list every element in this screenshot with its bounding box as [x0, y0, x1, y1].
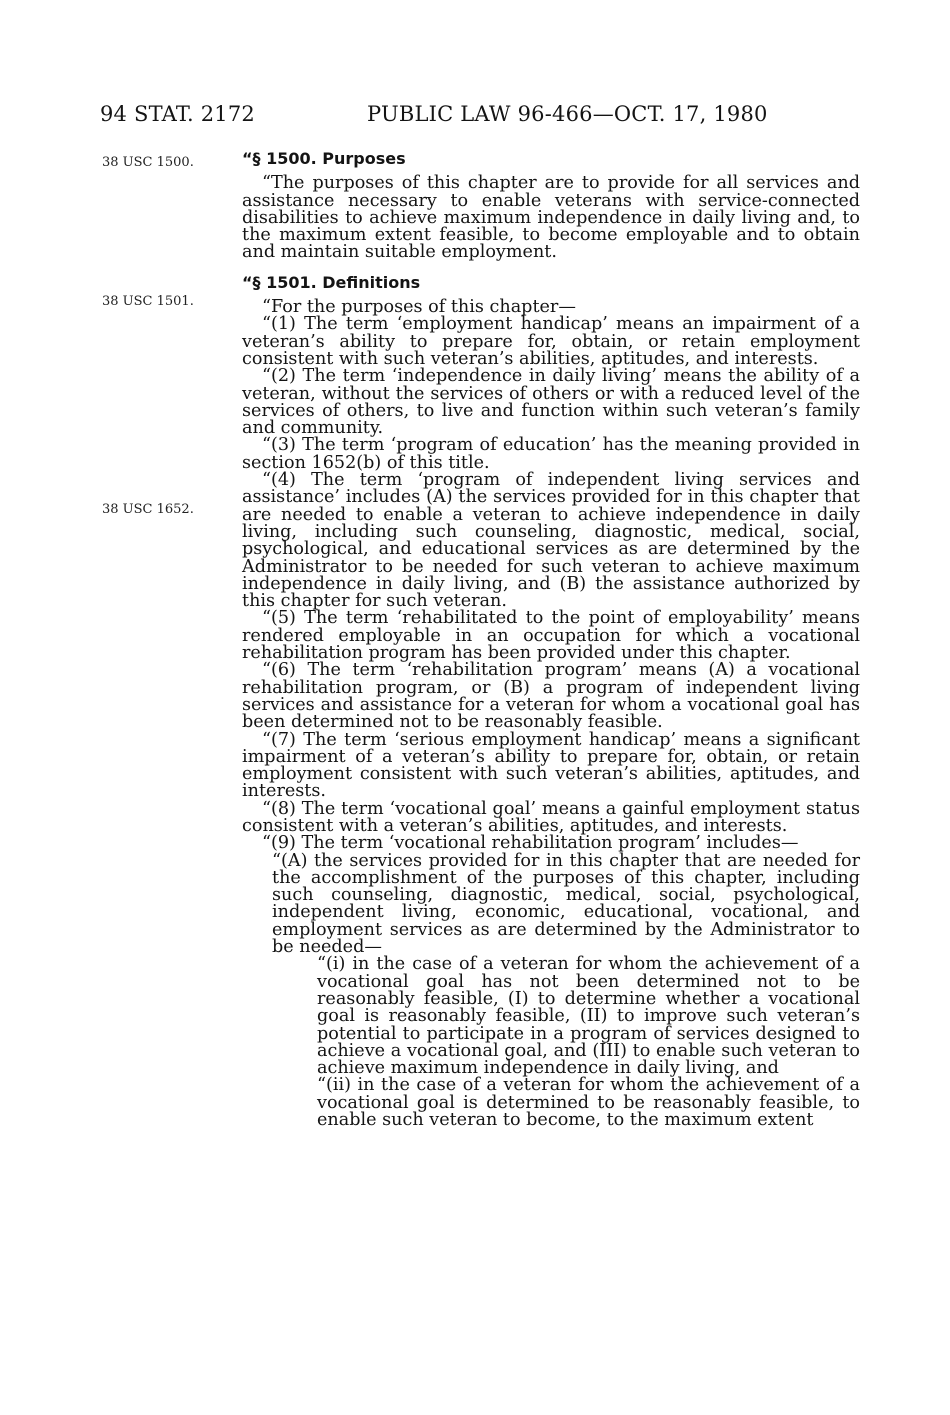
definition-2: “(2) The term ‘independence in daily living’ means the ability of a veteran, without the services of others or with a reduced level of the services of others, to live and function within such veteran’s family and community.: [242, 366, 860, 439]
section-1501-intro: “For the purposes of this chapter—: [262, 297, 576, 318]
definition-7: “(7) The term ‘serious employment handicap’ means a significant impairment of a veteran’s ability to prepare for, obtain, or retain employment consistent with such veteran’s abilities, aptitudes, and interests.: [242, 729, 860, 802]
stat-reference: 94 STAT. 2172: [100, 102, 255, 126]
section-1501-heading: “§ 1501. Definitions: [242, 272, 421, 292]
page-header: [100, 102, 860, 132]
definition-3: “(3) The term ‘program of education’ has the meaning provided in section 1652(b) of this title.: [242, 435, 860, 473]
statute-body: [242, 150, 860, 1129]
margin-note-usc-1500: 38 USC 1500.: [102, 155, 194, 170]
section-1500-text: “The purposes of this chapter are to provide for all services and assistance necessary to enable veterans with service-connected disabilities to achieve maximum independence in daily living and, to the maximum extent feasible, to become employable and to obtain and maintain suitable employment.: [242, 173, 860, 263]
section-1500-heading: “§ 1500. Purposes: [242, 149, 406, 168]
definition-9: “(9) The term ‘vocational rehabilitation program’ includes—: [262, 833, 799, 854]
definition-6: “(6) The term ‘rehabilitation program’ means (A) a vocational rehabilitation program, or (B) a program of independent living services and assistance for a veteran for whom a vocational goal has been determined not to be reasonably feasible.: [242, 660, 860, 733]
definition-4: “(4) The term ‘program of independent living services and assistance’ includes (A) the services provided for in this chapter that are needed to enable a veteran to achieve independence in daily living, including such counseling, diagnostic, medical, social, psychological, and educational services as are determined by the Administrator to be needed for such veteran to achieve maximum independence in daily living, and (B) the assistance authorized by this chapter for such veteran.: [242, 470, 860, 612]
definition-9-A-ii: “(ii) in the case of a veteran for whom the achievement of a vocational goal is determined to be reasonably feasible, to enable such veteran to become, to the maximum extent: [317, 1075, 860, 1131]
public-law-reference: PUBLIC LAW 96-466—OCT. 17, 1980: [367, 102, 768, 126]
margin-note-usc-1501: 38 USC 1501.: [102, 294, 194, 309]
definition-9-A: “(A) the services provided for in this chapter that are needed for the accomplishment of the purposes of this chapter, including such counseling, diagnostic, medical, social, psychological, independent living, economic, educational, vocational, and employment services as are determined by the Administrator to be needed—: [272, 850, 860, 958]
definition-1: “(1) The term ‘employment handicap’ means an impairment of a veteran’s ability to prepare for, obtain, or retain employment consistent with such veteran’s abilities, aptitudes, and interests.: [242, 314, 860, 369]
definition-9-A-i: “(i) in the case of a veteran for whom the achievement of a vocational goal has not been determined not to be reasonably feasible, (I) to determine whether a vocational goal is reasonably feasible, (II) to improve such veteran’s potential to participate in a program of services designed to achieve a vocational goal, and (III) to enable such veteran to achieve maximum independence in daily living, and: [317, 954, 860, 1079]
definition-8: “(8) The term ‘vocational goal’ means a gainful employment status consistent with a veteran’s abilities, aptitudes, and interests.: [242, 798, 860, 836]
margin-note-usc-1652: 38 USC 1652.: [102, 502, 194, 517]
definition-5: “(5) The term ‘rehabilitated to the point of employability’ means rendered employable in an occupation for which a vocational rehabilitation program has been provided under this chapter.: [242, 608, 860, 664]
